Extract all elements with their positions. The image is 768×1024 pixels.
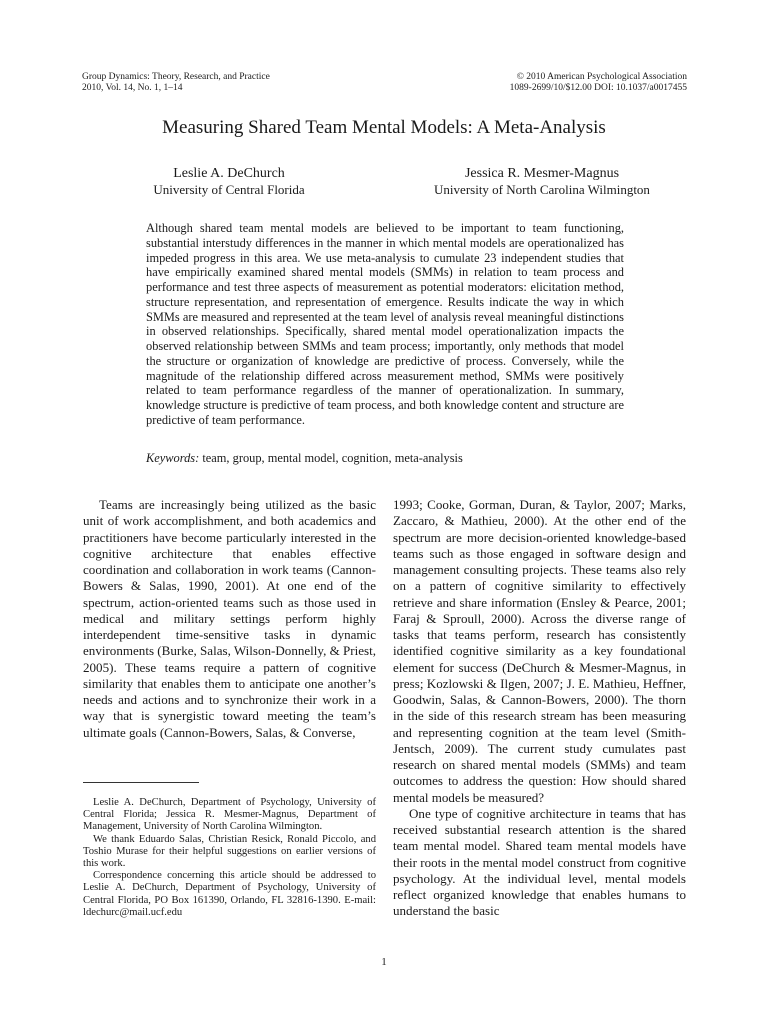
body-column-right [393,497,686,920]
body-paragraph: One type of cognitive architecture in teams that has received substantial research attention is the shared team mental model. Shared team mental models have their roots in the mental model construct from cognitive psychology. At the individual level, mental models reflect organized knowledge that enables humans to understand the basic [393,805,686,919]
footnote-thanks: We thank Eduardo Salas, Christian Resick, Ronald Piccolo, and Toshio Murase for their helpful suggestions on earlier versions of this work. [83,833,376,870]
copyright-line: © 2010 American Psychological Association [516,72,687,82]
author-name: Jessica R. Mesmer-Magnus [464,166,620,181]
author-affiliation: University of North Carolina Wilmington [434,182,650,197]
author-name: Leslie A. DeChurch [173,166,285,181]
author-block-2 [402,166,682,198]
keywords-label: Keywords: [146,451,200,465]
keywords-text: team, group, mental model, cognition, meta-analysis [202,451,463,465]
body-paragraph: 1993; Cooke, Gorman, Duran, & Taylor, 2007; Marks, Zaccaro, & Mathieu, 2000). At the other end of the spectrum are more decision-oriented knowledge-based teams such as those engaged in software design and management consulting projects. These teams also rely on a pattern of cognitive similarity to effectively retrieve and share information (Ensley & Pearce, 2001; Faraj & Sproull, 2000). Across the diverse range of tasks that teams perform, research has consistently identified cognitive similarity as a key foundational element for success (DeChurch & Mesmer-Magnus, in press; Kozlowski & Ilgen, 2007; J. E. Mathieu, Heffner, Goodwin, Salas, & Cannon-Bowers, 2000). The thorn in the side of this research stream has been measuring and representing cognition at the team level (Smith-Jentsch, 2009). The current study cumulates past research on shared mental models (SMMs) and team outcomes to address the question: How should shared mental models be measured? [393,497,686,805]
footnote-rule [83,782,199,783]
abstract: Although shared team mental models are believed to be important to team functioning, substantial interstudy differences in the manner in which mental models are operationalized has impeded progress in this area. We use meta-analysis to cumulate 23 independent studies that have empirically examined shared mental models (SMMs) in relation to team process and performance and test three aspects of measurement as potential moderators: elicitation method, structure representation, and representation of emergence. Results indicate the way in which SMMs are measured and represented at the team level of analysis reveal meaningful distinctions in observed relationships. Specifically, shared mental model operationalization impacts the observed relationship between SMMs and team process; importantly, only methods that model the structure or organization of knowledge are predictive of process. Conversely, while the magnitude of the relationship differed across measurement method, SMMs were positively related to team performance regardless of the manner of operationalization. In summary, knowledge structure is predictive of team process, and both knowledge content and structure are predictive of team performance. [146,221,624,427]
doi-line: 1089-2699/10/$12.00 DOI: 10.1037/a0017455 [509,83,687,93]
keywords-line [146,451,463,466]
journal-volume: 2010, Vol. 14, No. 1, 1–14 [82,83,183,93]
footnote-correspondence: Correspondence concerning this article should be addressed to Leslie A. DeChurch, Department of Psychology, University of Central Florida, PO Box 161390, Orlando, FL 32816-1390. E-mail: ldechurc@mail.ucf.edu [83,870,376,918]
footnote-affiliations: Leslie A. DeChurch, Department of Psychology, University of Central Florida; Jessica R. Mesmer-Magnus, Department of Management, University of North Carolina Wilmington. [83,797,376,833]
footnotes [83,797,376,919]
article-title: Measuring Shared Team Mental Models: A Meta-Analysis [162,117,606,138]
page-number: 1 [381,956,387,968]
journal-name: Group Dynamics: Theory, Research, and Practice [82,72,270,82]
author-block-1 [114,166,344,198]
author-affiliation: University of Central Florida [153,182,305,197]
body-column-left [83,497,376,741]
body-paragraph: Teams are increasingly being utilized as the basic unit of work accomplishment, and both academics and practitioners have become particularly interested in the cognitive architecture that enables effective coordination and collaboration in work teams (Cannon-Bowers & Salas, 1990, 2001). At one end of the spectrum, action-oriented teams such as those used in medical and military settings perform highly interdependent time-sensitive tasks in dynamic environments (Burke, Salas, Wilson-Donnelly, & Priest, 2005). These teams require a pattern of cognitive similarity that enables them to anticipate one another’s needs and actions and to synchronize their work in a way that is synergistic toward meeting the team’s ultimate goals (Cannon-Bowers, Salas, & Converse, [83,497,376,740]
running-header-right [510,72,687,94]
running-header-left [82,72,270,94]
